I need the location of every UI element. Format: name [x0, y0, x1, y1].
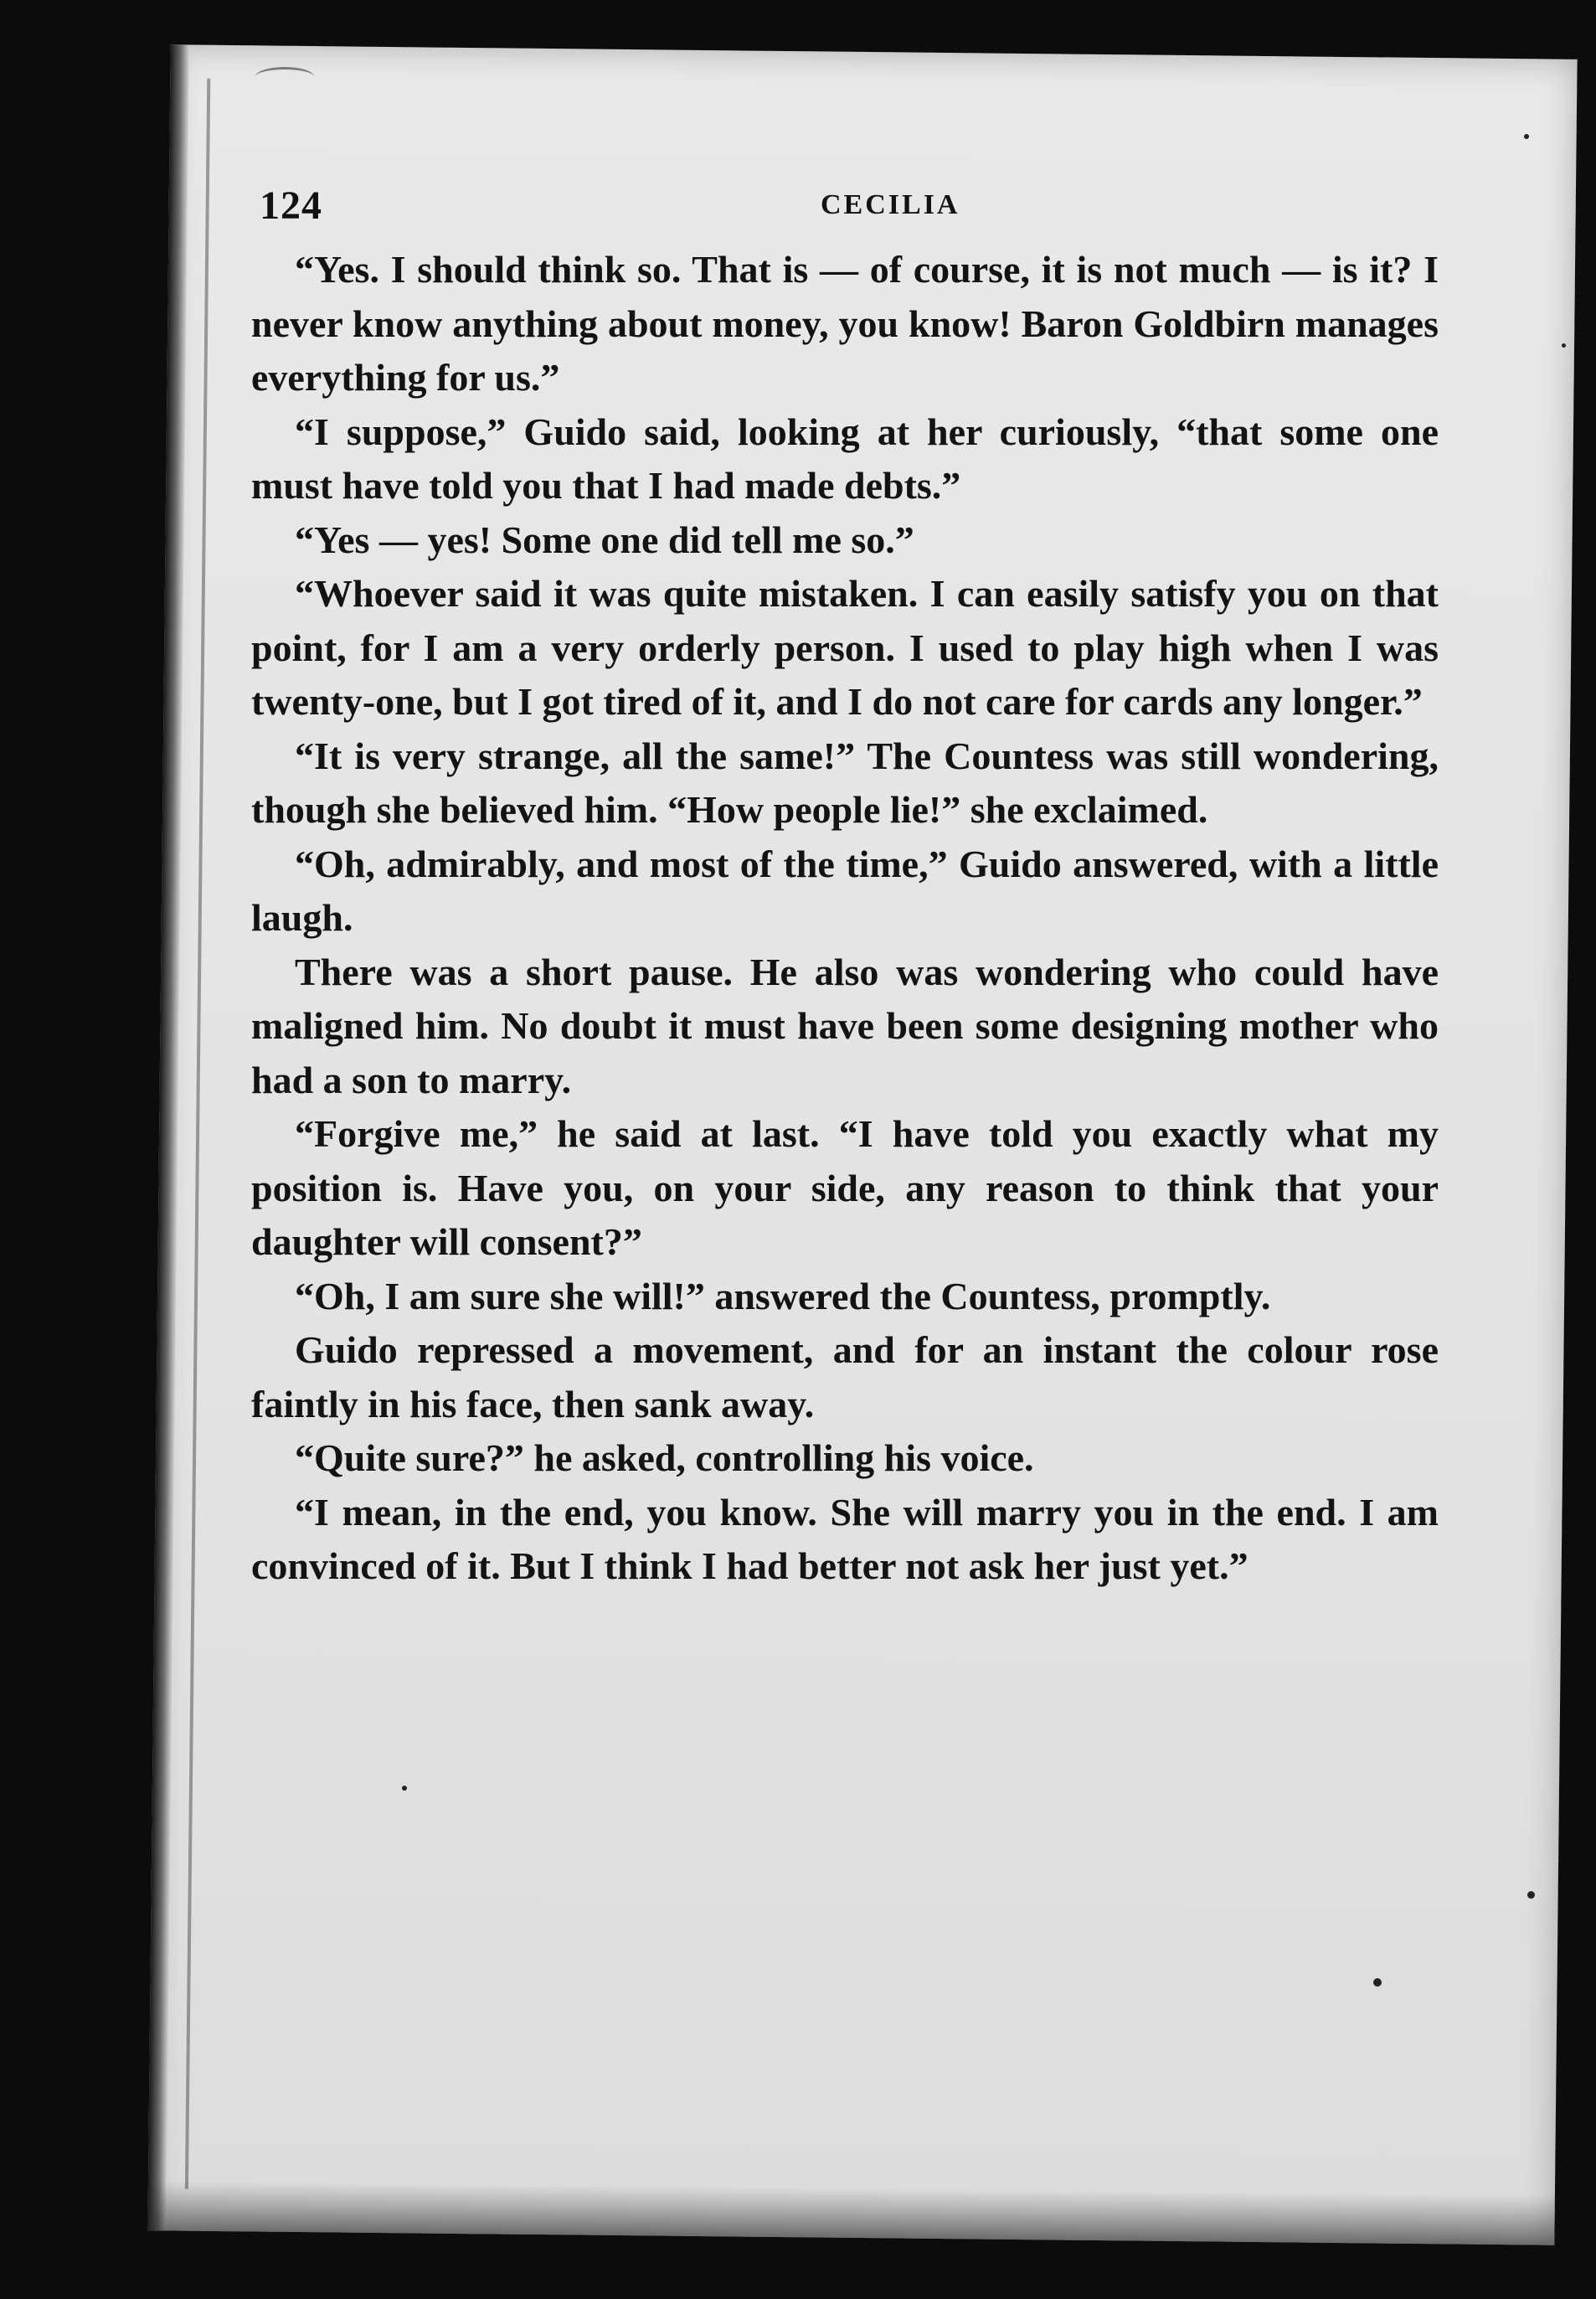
paragraph: “It is very strange, all the same!” The Countess was still wondering, though she believed him. “How people lie!” she exclaimed.	[251, 734, 1439, 831]
page-binding-edge	[147, 44, 188, 2230]
paragraph: “Yes. I should think so. That is — of course, it is not much — is it? I never know anything about money, you know! Baron Goldbirn manages everything for us.”	[251, 248, 1439, 399]
paragraph: “I suppose,” Guido said, looking at her curiously, “that some one must have told you that I had made debts.”	[251, 410, 1439, 507]
dust-speck	[1527, 1891, 1535, 1899]
gutter-line	[185, 79, 210, 2189]
dust-speck	[1373, 1978, 1382, 1987]
paragraph: Guido repressed a movement, and for an instant the colour rose faintly in his face, then sank away.	[251, 1328, 1439, 1425]
paragraph: “Oh, admirably, and most of the time,” Guido answered, with a little laugh.	[251, 842, 1439, 939]
page-body	[251, 243, 1439, 1594]
page-bottom-shadow	[147, 2180, 1555, 2245]
paragraph: There was a short pause. He also was wondering who could have maligned him. No doubt it must have been some designing mother who had a son to marry.	[251, 950, 1439, 1101]
dust-speck	[1524, 134, 1529, 139]
paragraph: “Whoever said it was quite mistaken. I can easily satisfy you on that point, for I am a very orderly person. I used to play high when I was twenty-one, but I got tired of it, and I do not care for cards any longer.”	[251, 572, 1439, 723]
page-number: 124	[260, 183, 322, 228]
page-header	[260, 183, 1432, 250]
dust-speck	[1562, 343, 1566, 348]
paragraph: “I mean, in the end, you know. She will marry you in the end. I am convinced of it. But I think I had better not ask her just yet.”	[251, 1490, 1439, 1587]
running-title: CECILIA	[821, 189, 960, 220]
paragraph: “Forgive me,” he said at last. “I have told you exactly what my position is. Have you, on your side, any reason to think that your daughter will consent?”	[251, 1112, 1439, 1263]
ink-smudge	[255, 67, 314, 86]
paragraph: “Yes — yes! Some one did tell me so.”	[295, 518, 914, 561]
paragraph: “Quite sure?” he asked, controlling his voice.	[295, 1436, 1034, 1479]
dust-speck	[402, 1786, 407, 1791]
paragraph: “Oh, I am sure she will!” answered the Countess, promptly.	[295, 1274, 1271, 1317]
